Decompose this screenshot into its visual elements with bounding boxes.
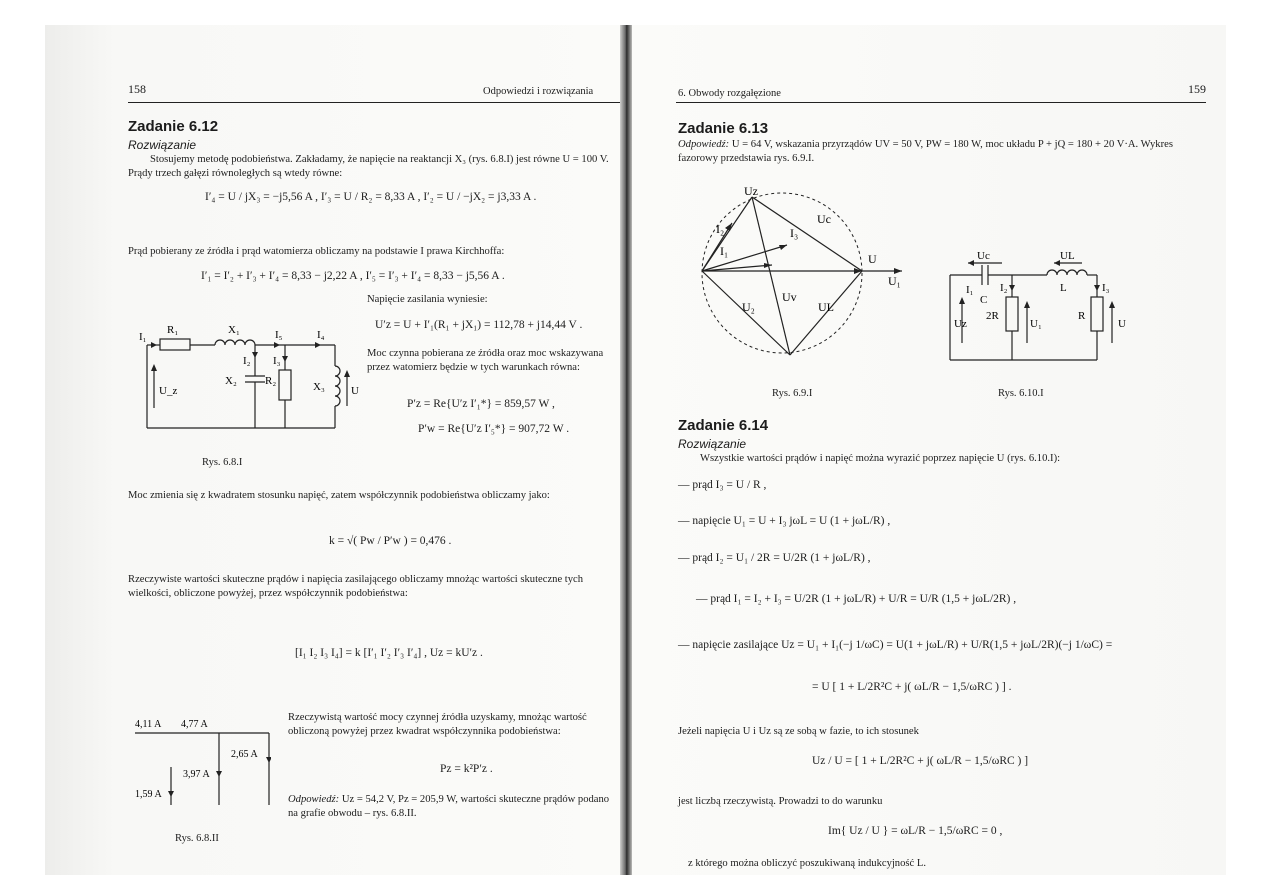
- current-graph-6-8-2: [131, 705, 271, 810]
- answer-6-13: [678, 138, 1208, 166]
- phasor-label-uv: Uv: [782, 290, 797, 304]
- circuit-label-uz: Uz: [954, 318, 967, 330]
- equation-im: Im{ Uz / U } = ωL/R − 1,5/ωRC = 0 ,: [828, 825, 1003, 837]
- figure-caption-6-8-1: Rys. 6.8.I: [202, 457, 243, 468]
- line-current-i3: — prąd I₃ = U / R ,: [678, 479, 767, 491]
- final-text: z którego można obliczyć poszukiwaną indukcyjność L.: [688, 858, 926, 869]
- label-x3: X₃: [313, 381, 325, 393]
- line-current-i2: — prąd I₂ = U₁ / 2R = U/2R (1 + jωL/R) ,: [678, 552, 871, 564]
- circuit-label-i1: I₁: [966, 284, 974, 296]
- circuit-label-r: R: [1078, 310, 1086, 322]
- circuit-label-i2: I₂: [1000, 282, 1008, 294]
- actual-values-text: Rzeczywiste wartości skuteczne prądów i napięcia zasilającego obliczamy mnożąc wartości skuteczne tych wielkości, obliczone powyżej, przez współczynnik podobieństwa:: [128, 574, 584, 599]
- page-number: 158: [128, 82, 146, 96]
- phasor-label-u1: U₁: [888, 274, 901, 288]
- circuit-diagram-6-8-1: [135, 308, 365, 445]
- circuit-label-2r: 2R: [986, 310, 999, 322]
- equation-kirchhoff: I′₁ = I′₂ + I′₃ + I′₄ = 8,33 − j2,22 A , I′₅ = I′₃ + I′₄ = 8,33 − j5,56 A .: [201, 270, 505, 282]
- line-supply-result: = U [ 1 + L/2R²C + j( ωL/R − 1,5/ωRC ) ] .: [812, 681, 1012, 693]
- label-uz: U_z: [159, 385, 178, 397]
- label-i2: I₂: [243, 355, 251, 367]
- equation-pw: P′w = Re{U′z I′₅*} = 907,72 W .: [418, 423, 570, 435]
- running-head: Odpowiedzi i rozwiązania: [483, 86, 594, 97]
- figure-caption-6-8-2: Rys. 6.8.II: [175, 833, 219, 844]
- label-i4: I₄: [317, 329, 325, 341]
- answer-text: Uz = 54,2 V, Pz = 205,9 W, wartości skuteczne prądów podano na grafie obwodu – rys. 6.8.II.: [288, 794, 610, 819]
- section-subtitle: Rozwiązanie: [128, 138, 197, 152]
- graph-label-b: 4,77 A: [181, 719, 208, 730]
- answer-label-6-13: Odpowiedź:: [678, 139, 730, 150]
- graph-label-d: 3,97 A: [183, 769, 210, 780]
- label-r1: R₁: [167, 324, 179, 336]
- answer-paragraph: [288, 793, 618, 821]
- graph-label-e: 1,59 A: [135, 789, 162, 800]
- subtitle-6-14: Rozwiązanie: [678, 437, 747, 451]
- circuit-label-uc: Uc: [977, 250, 990, 262]
- section-title: Zadanie 6.12: [128, 118, 219, 135]
- page-number-right: 159: [1188, 82, 1206, 96]
- intro-paragraph: Stosujemy metodę podobieństwa. Zakładamy, że napięcie na reaktancji X₃ (rys. 6.8.I) jest równe U = 100 V. Prądy trzech gałęzi równoległych są wtedy równe:: [128, 154, 609, 179]
- kirchhoff-text: Prąd pobierany ze źródła i prąd watomierza obliczamy na podstawie I prawa Kirchhoffa:: [128, 246, 505, 257]
- label-u: U: [351, 385, 359, 397]
- phase-text: Jeżeli napięcia U i Uz są ze sobą w fazie, to ich stosunek: [678, 726, 919, 737]
- label-i1: I₁: [139, 331, 147, 343]
- line-voltage-u1: — napięcie U₁ = U + I₃ jωL = U (1 + jωL/R) ,: [678, 515, 891, 527]
- label-i3: I₃: [273, 355, 281, 367]
- supply-text: Napięcie zasilania wyniesie:: [367, 294, 488, 305]
- label-x2: X₂: [225, 375, 237, 387]
- circuit-diagram-6-10-1: [942, 235, 1142, 370]
- phasor-label-u2: U₂: [742, 300, 755, 314]
- phasor-diagram-6-9-1: [692, 183, 912, 363]
- equation-ratio: Uz / U = [ 1 + L/2R²C + j( ωL/R − 1,5/ωRC ) ]: [812, 755, 1029, 767]
- equation-k: k = √( Pw / P′w ) = 0,476 .: [329, 535, 452, 547]
- phasor-label-ul: UL: [818, 300, 834, 314]
- phasor-label-i1: I₁: [720, 244, 729, 258]
- label-x1: X₁: [228, 324, 240, 336]
- title-6-14: Zadanie 6.14: [678, 417, 769, 434]
- figure-caption-6-9-1: Rys. 6.9.I: [772, 388, 813, 399]
- answer-label: Odpowiedź:: [288, 794, 340, 805]
- scale-text: Moc zmienia się z kwadratem stosunku napięć, zatem współczynnik podobieństwa obliczamy jako:: [128, 490, 550, 501]
- title-6-13: Zadanie 6.13: [678, 120, 769, 137]
- figure-caption-6-10-1: Rys. 6.10.I: [998, 388, 1044, 399]
- circuit-label-l: L: [1060, 282, 1067, 294]
- phasor-label-i3: I₃: [790, 226, 799, 240]
- header-rule: [128, 102, 620, 103]
- equation-supply: U′z = U + I′₁(R₁ + jX₁) = 112,78 + j14,44 V .: [375, 319, 583, 331]
- graph-label-c: 2,65 A: [231, 749, 258, 760]
- book-spine: [619, 25, 633, 875]
- header-rule-right: [676, 102, 1206, 103]
- active-power-text: Rzeczywistą wartość mocy czynnej źródła uzyskamy, mnożąc wartość obliczoną powyżej przez kwadrat współczynnika podobieństwa:: [288, 712, 587, 737]
- equation-currents: I′₄ = U / jX₃ = −j5,56 A , I′₃ = U / R₂ = 8,33 A , I′₂ = U / −jX₂ = j3,33 A .: [205, 191, 537, 203]
- equation-pz: P′z = Re{U′z I′₁*} = 859,57 W ,: [407, 398, 555, 410]
- left-page: [45, 25, 620, 875]
- right-page: [632, 25, 1226, 875]
- phasor-label-uz: Uz: [744, 184, 758, 198]
- line-current-i1: — prąd I₁ = I₂ + I₃ = U/2R (1 + jωL/R) + U/R = U/R (1,5 + jωL/2R) ,: [696, 593, 1017, 605]
- circuit-label-ul: UL: [1060, 250, 1075, 262]
- power-text: Moc czynna pobierana ze źródła oraz moc wskazywana przez watomierz będzie w tych warunkach równa:: [367, 348, 604, 373]
- circuit-label-i3: I₃: [1102, 282, 1110, 294]
- phasor-label-u: U: [868, 252, 877, 266]
- label-i5: I₅: [275, 329, 283, 341]
- graph-label-a: 4,11 A: [135, 719, 162, 730]
- answer-text-6-13: U = 64 V, wskazania przyrządów UV = 50 V, PW = 180 W, moc układu P + jQ = 180 + 20 V·A. Wykres fazorowy przedstawia rys. 6.9.I.: [678, 139, 1173, 164]
- equation-matrix: [I₁ I₂ I₃ I₄] = k [I′₁ I′₂ I′₃ I′₄] , Uz = kU′z .: [295, 647, 483, 659]
- real-number-text: jest liczbą rzeczywistą. Prowadzi to do warunku: [678, 796, 883, 807]
- line-supply-voltage: — napięcie zasilające Uz = U₁ + I₁(−j 1/ωC) = U(1 + jωL/R) + U/R(1,5 + jωL/2R)(−j 1/ωC) =: [678, 639, 1113, 651]
- label-r2: R₂: [265, 375, 277, 387]
- circuit-label-u: U: [1118, 318, 1126, 330]
- circuit-label-c: C: [980, 294, 988, 306]
- equation-pz-final: Pz = k²P′z .: [440, 763, 493, 775]
- intro-6-14: Wszystkie wartości prądów i napięć można wyrazić poprzez napięcie U (rys. 6.10.I):: [700, 453, 1061, 464]
- section-head: 6. Obwody rozgałęzione: [678, 88, 781, 99]
- phasor-label-i2: I₂: [716, 222, 725, 236]
- circuit-label-u1: U₁: [1030, 318, 1042, 330]
- phasor-label-uc: Uc: [817, 212, 831, 226]
